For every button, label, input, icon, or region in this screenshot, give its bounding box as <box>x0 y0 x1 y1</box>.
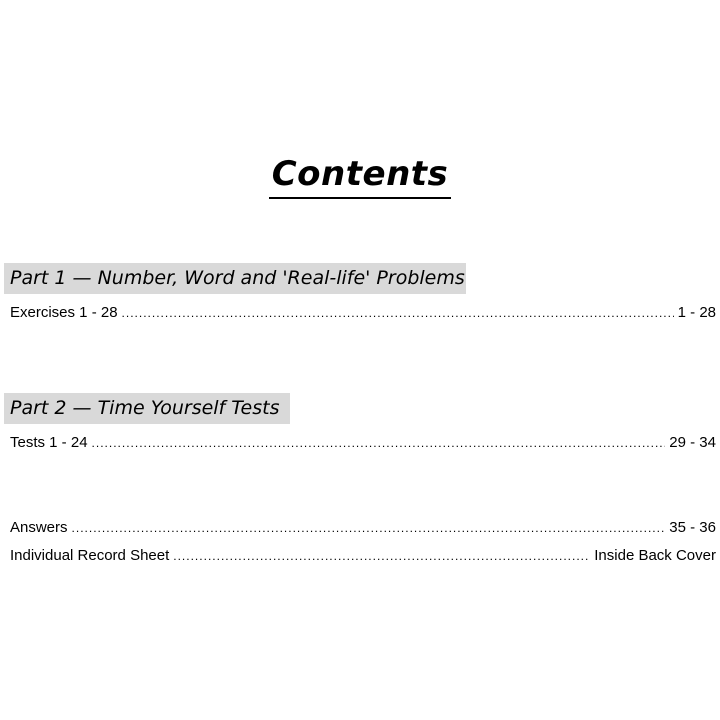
toc-entry-record-sheet <box>10 547 716 565</box>
toc-entry-exercises <box>10 304 716 322</box>
toc-entry-pages: Inside Back Cover <box>594 547 716 564</box>
toc-entry-pages: 1 - 28 <box>677 304 716 321</box>
toc-entry-pages: 29 - 34 <box>669 434 716 451</box>
dot-leader <box>92 434 666 452</box>
toc-entry-label: Answers <box>10 519 68 536</box>
toc-entry-label: Exercises 1 - 28 <box>10 304 118 321</box>
dot-leader <box>72 519 666 537</box>
toc-entry-label: Tests 1 - 24 <box>10 434 88 451</box>
page-title <box>0 152 720 199</box>
toc-entry-label: Individual Record Sheet <box>10 547 170 564</box>
dot-leader <box>173 547 590 565</box>
section-heading-part-2: Part 2 — Time Yourself Tests <box>4 393 290 424</box>
toc-entry-tests <box>10 434 716 452</box>
toc-entry-pages: 35 - 36 <box>669 519 716 536</box>
page-title-text: Contents <box>269 152 452 199</box>
toc-entry-answers <box>10 519 716 537</box>
dot-leader <box>122 304 674 322</box>
section-heading-part-1: Part 1 — Number, Word and 'Real-life' Problems <box>4 263 466 294</box>
